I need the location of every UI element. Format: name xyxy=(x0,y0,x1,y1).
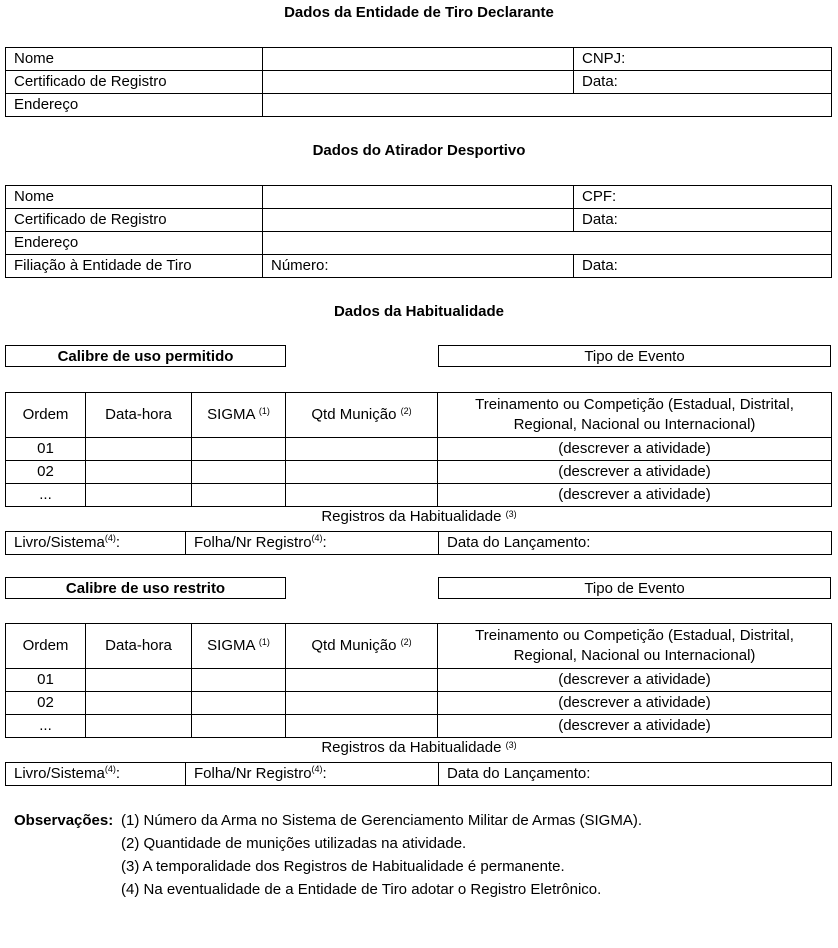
ordem-cell: 02 xyxy=(6,692,86,715)
entidade-table xyxy=(5,47,832,117)
entidade-title: Dados da Entidade de Tiro Declarante xyxy=(284,4,554,21)
col-qtd-municao: Qtd Munição $^{(2)}$ xyxy=(286,624,438,669)
table-row xyxy=(6,532,832,555)
col-evento: Treinamento ou Competição (Estadual, Distrital, Regional, Nacional ou Internacional) xyxy=(438,624,832,669)
col-sigma: SIGMA $^{(1)}$ xyxy=(192,393,286,438)
footnote-ref: (2) xyxy=(400,406,412,416)
footnote-ref: (1) xyxy=(258,406,270,416)
registros-label: Registros da Habitualidade $^{(3)}$ xyxy=(321,739,517,756)
livro-sistema-field[interactable]: Livro/Sistema$^{(4)}$: xyxy=(6,532,186,555)
table-row xyxy=(6,71,832,94)
qtd-cell[interactable] xyxy=(286,461,438,484)
ordem-cell: 01 xyxy=(6,669,86,692)
data-hora-cell[interactable] xyxy=(86,484,192,507)
livro-sistema-field[interactable]: Livro/Sistema$^{(4)}$: xyxy=(6,763,186,786)
table-row xyxy=(6,186,832,209)
list-item: (4) Na eventualidade de a Entidade de Tiro adotar o Registro Eletrônico. xyxy=(121,881,602,898)
evento-cell[interactable]: (descrever a atividade) xyxy=(438,692,832,715)
table-row xyxy=(6,255,832,278)
data-field[interactable]: Data: xyxy=(574,255,832,278)
table-header-row xyxy=(6,624,832,669)
sigma-cell[interactable] xyxy=(192,438,286,461)
sigma-cell[interactable] xyxy=(192,669,286,692)
col-ordem: Ordem xyxy=(6,393,86,438)
evento-cell[interactable]: (descrever a atividade) xyxy=(438,438,832,461)
data-lancamento-field[interactable]: Data do Lançamento: xyxy=(439,532,832,555)
habitualidade-permitido-table xyxy=(5,392,832,507)
calibre-permitido-label: Calibre de uso permitido xyxy=(5,345,286,367)
evento-cell[interactable]: (descrever a atividade) xyxy=(438,484,832,507)
field-label: Certificado de Registro xyxy=(6,71,263,94)
qtd-cell[interactable] xyxy=(286,438,438,461)
list-item: (2) Quantidade de munições utilizadas na atividade. xyxy=(121,835,467,852)
col-qtd-municao: Qtd Munição $^{(2)}$ xyxy=(286,393,438,438)
registros-label: Registros da Habitualidade $^{(3)}$ xyxy=(321,508,517,525)
table-row xyxy=(6,763,832,786)
data-lancamento-field[interactable]: Data do Lançamento: xyxy=(439,763,832,786)
observacoes-list xyxy=(121,809,642,901)
col-ordem: Ordem xyxy=(6,624,86,669)
cnpj-field[interactable]: CNPJ: xyxy=(574,48,832,71)
data-hora-cell[interactable] xyxy=(86,461,192,484)
folha-registro-field[interactable]: Folha/Nr Registro$^{(4)}$: xyxy=(186,763,439,786)
table-row xyxy=(6,484,832,507)
table-row xyxy=(6,461,832,484)
data-hora-cell[interactable] xyxy=(86,715,192,738)
field-label: Nome xyxy=(6,186,263,209)
ordem-cell: 01 xyxy=(6,438,86,461)
registros-permitido-table xyxy=(5,531,832,555)
tipo-evento-label: Tipo de Evento xyxy=(438,345,831,367)
footnote-ref: (1) xyxy=(258,637,270,647)
data-hora-cell[interactable] xyxy=(86,669,192,692)
list-item: (1) Número da Arma no Sistema de Gerenciamento Militar de Armas (SIGMA). xyxy=(121,812,643,829)
field-label: Endereço xyxy=(6,94,263,117)
calibre-restrito-label: Calibre de uso restrito xyxy=(5,577,286,599)
field-label: Certificado de Registro xyxy=(6,209,263,232)
data-hora-cell[interactable] xyxy=(86,692,192,715)
col-data-hora: Data-hora xyxy=(86,393,192,438)
sigma-cell[interactable] xyxy=(192,715,286,738)
footnote-ref: (4) xyxy=(311,533,323,543)
footnote-ref: (4) xyxy=(104,533,116,543)
endereco-field[interactable] xyxy=(263,94,832,117)
atirador-table xyxy=(5,185,832,278)
sigma-cell[interactable] xyxy=(192,692,286,715)
tipo-evento-label: Tipo de Evento xyxy=(438,577,831,599)
table-row xyxy=(6,669,832,692)
table-row xyxy=(6,438,832,461)
field-label: Endereço xyxy=(6,232,263,255)
cpf-field[interactable]: CPF: xyxy=(574,186,832,209)
qtd-cell[interactable] xyxy=(286,484,438,507)
data-hora-cell[interactable] xyxy=(86,438,192,461)
table-row xyxy=(6,715,832,738)
field-label: Filiação à Entidade de Tiro xyxy=(6,255,263,278)
evento-cell[interactable]: (descrever a atividade) xyxy=(438,669,832,692)
col-data-hora: Data-hora xyxy=(86,624,192,669)
sigma-cell[interactable] xyxy=(192,461,286,484)
habitualidade-restrito-table xyxy=(5,623,832,738)
ordem-cell: 02 xyxy=(6,461,86,484)
table-row xyxy=(6,209,832,232)
table-row xyxy=(6,692,832,715)
folha-registro-field[interactable]: Folha/Nr Registro$^{(4)}$: xyxy=(186,532,439,555)
certificado-field[interactable] xyxy=(263,71,574,94)
table-row xyxy=(6,48,832,71)
qtd-cell[interactable] xyxy=(286,669,438,692)
table-row xyxy=(6,232,832,255)
nome-field[interactable] xyxy=(263,186,574,209)
evento-cell[interactable]: (descrever a atividade) xyxy=(438,461,832,484)
footnote-ref: (4) xyxy=(311,764,323,774)
numero-field[interactable]: Número: xyxy=(263,255,574,278)
habitualidade-title: Dados da Habitualidade xyxy=(333,303,505,320)
footnote-ref: (2) xyxy=(400,637,412,647)
registros-restrito-table xyxy=(5,762,832,786)
footnote-ref: (4) xyxy=(104,764,116,774)
evento-cell[interactable]: (descrever a atividade) xyxy=(438,715,832,738)
table-header-row xyxy=(6,393,832,438)
ordem-cell: ... xyxy=(6,715,86,738)
qtd-cell[interactable] xyxy=(286,715,438,738)
list-item: (3) A temporalidade dos Registros de Habitualidade é permanente. xyxy=(121,858,565,875)
nome-field[interactable] xyxy=(263,48,574,71)
certificado-field[interactable] xyxy=(263,209,574,232)
data-field[interactable]: Data: xyxy=(574,209,832,232)
atirador-title: Dados do Atirador Desportivo xyxy=(312,142,526,159)
observacoes-label: Observações: xyxy=(14,812,114,829)
ordem-cell: ... xyxy=(6,484,86,507)
data-field[interactable]: Data: xyxy=(574,71,832,94)
field-label: Nome xyxy=(6,48,263,71)
sigma-cell[interactable] xyxy=(192,484,286,507)
table-row xyxy=(6,94,832,117)
footnote-ref: (3) xyxy=(505,509,517,519)
col-sigma: SIGMA $^{(1)}$ xyxy=(192,624,286,669)
footnote-ref: (3) xyxy=(505,740,517,750)
endereco-field[interactable] xyxy=(263,232,832,255)
qtd-cell[interactable] xyxy=(286,692,438,715)
col-evento: Treinamento ou Competição (Estadual, Distrital, Regional, Nacional ou Internacional) xyxy=(438,393,832,438)
